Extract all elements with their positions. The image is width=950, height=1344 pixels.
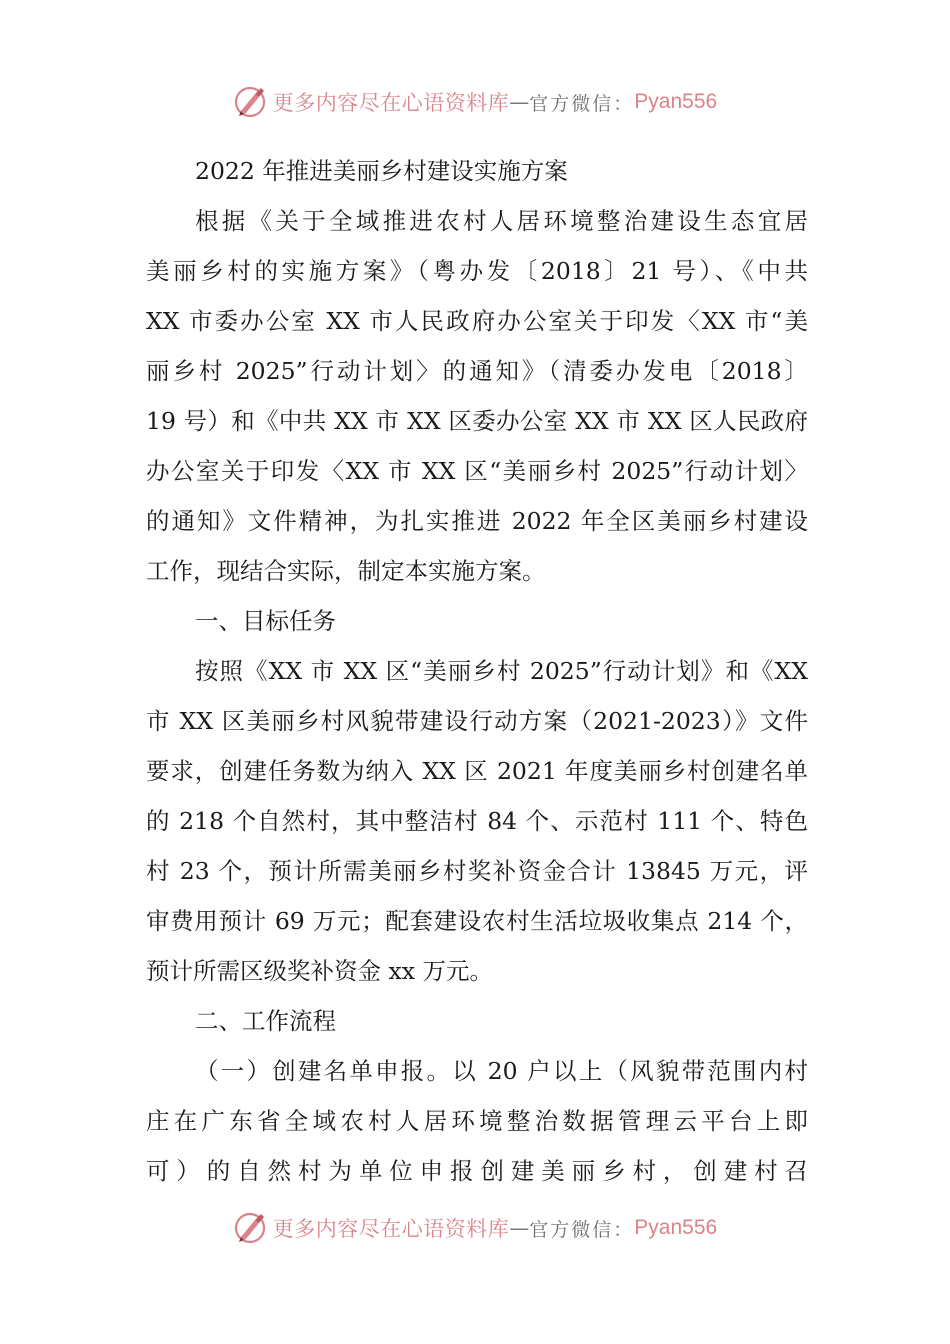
watermark-header [0,82,950,122]
text-line: 美丽乡村的实施方案》（粤办发〔2018〕21 号）、《中共 [146,257,808,285]
document-title: 2022 年推进美丽乡村建设实施方案 [195,157,568,185]
watermark-main-text: 更多内容尽在心语资料库 [272,1217,510,1241]
text-line: （一）创建名单申报。以 20 户以上（风貌带范围内村 [195,1057,808,1085]
text-line: 审费用预计 69 万元；配套建设农村生活垃圾收集点 214 个， [146,907,808,935]
section-heading: 一、目标任务 [195,607,336,635]
text-line: 要求，创建任务数为纳入 XX 区 2021 年度美丽乡村创建名单 [146,757,808,785]
watermark-footer [0,1208,950,1248]
text-line: 的 218 个自然村，其中整洁村 84 个、示范村 111 个、特色 [146,807,808,835]
text-line: 庄在广东省全域农村人居环境整治数据管理云平台上即 [146,1107,808,1135]
watermark-sub-text: 官方微信： [529,1218,635,1241]
text-line: 办公室关于印发〈XX 市 XX 区“美丽乡村 2025”行动计划〉 [146,457,808,485]
watermark-id: Pyan556 [634,1216,718,1239]
text-line: 的通知》文件精神，为扎实推进 2022 年全区美丽乡村建设 [146,507,808,535]
text-line: 丽乡村 2025”行动计划〉的通知》（清委办发电〔2018〕 [146,357,808,385]
document-body [146,146,808,1196]
pen-logo-icon [233,1210,269,1246]
pen-logo-icon [233,84,269,120]
section-heading: 二、工作流程 [195,1007,336,1035]
text-line: 村 23 个，预计所需美丽乡村奖补资金合计 13845 万元，评 [146,857,808,885]
text-line: XX 市委办公室 XX 市人民政府办公室关于印发〈XX 市“美 [146,307,808,335]
watermark-sub-text: 官方微信： [529,92,635,115]
watermark-main-text: 更多内容尽在心语资料库 [272,91,510,115]
text-line: 工作，现结合实际，制定本实施方案。 [146,557,546,585]
text-line: 市 XX 区美丽乡村风貌带建设行动方案（2021-2023）》文件 [146,707,808,735]
text-line: 根据《关于全域推进农村人居环境整治建设生态宜居 [195,207,808,235]
text-line: 按照《XX 市 XX 区“美丽乡村 2025”行动计划》和《XX [195,657,808,685]
text-line: 19 号）和《中共 XX 市 XX 区委办公室 XX 市 XX 区人民政府 [146,407,808,435]
watermark-dash: — [509,1216,530,1240]
text-line: 预计所需区级奖补资金 xx 万元。 [146,957,493,985]
watermark-id: Pyan556 [634,90,718,113]
watermark-dash: — [509,90,530,114]
text-line: 可）的自然村为单位申报创建美丽乡村，创建村召 [146,1157,808,1185]
